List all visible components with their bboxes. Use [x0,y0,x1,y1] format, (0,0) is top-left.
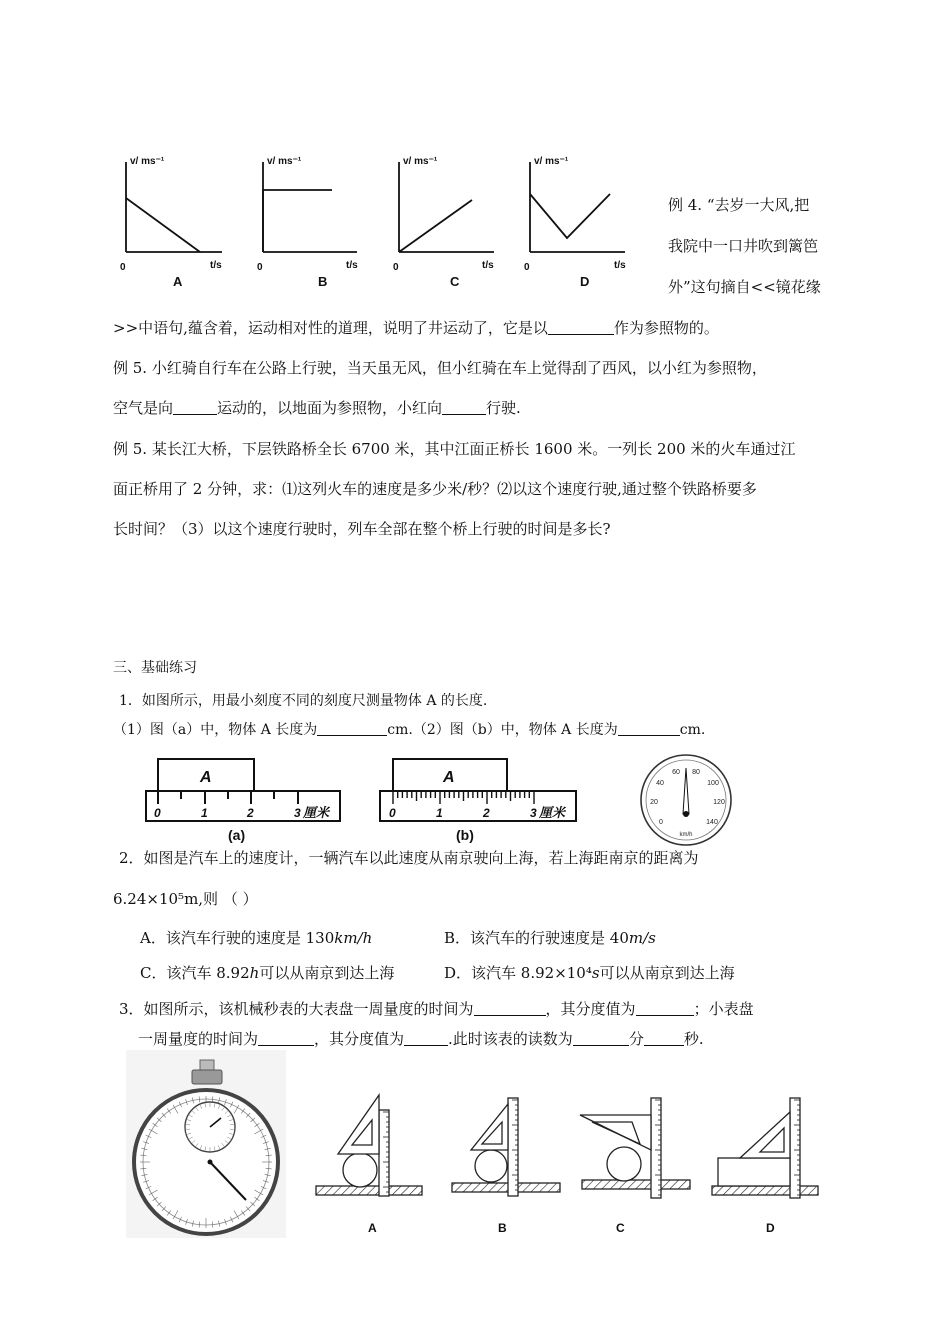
q3-text: ，其分度值为 [545,1000,636,1018]
q1-text: cm. [387,722,413,738]
caption-a: (a) [228,827,246,843]
vt-graphs [110,150,640,300]
q2-option-b [444,927,656,948]
graph-a-line [126,198,200,252]
ex5b-line3: 长时间？（3）以这个速度行驶时，列车全部在整个桥上行驶的时间是多长? [113,520,611,538]
tick-label: 1 [201,806,208,820]
object-label: A [200,769,212,786]
answer-blank [474,1001,546,1016]
ex4-line4 [113,317,719,338]
q3-line1 [119,998,754,1019]
graph-label-c: C [450,274,460,289]
q3-text: 3．如图所示，该机械秒表的大表盘一周量度的时间为 [119,1000,474,1018]
tick-label: 2 [483,806,490,820]
ex5b-line2: 面正桥用了 2 分钟，求：⑴这列火车的速度是多少米/秒？⑵以这个速度行驶,通过整个铁路桥要多 [113,480,757,498]
tick-label: 2 [247,806,254,820]
tick-label: 0 [154,806,161,820]
axis-label-y: v/ ms⁻¹ [403,156,438,167]
answer-blank [636,1001,694,1016]
answer-blank [644,1031,684,1046]
axis-label-y: v/ ms⁻¹ [267,156,302,167]
axis-label-x: t/s [482,260,494,271]
q3-text: ，其分度值为 [314,1030,405,1048]
speed-mark: 20 [650,799,658,806]
speed-mark: 40 [656,780,664,787]
origin-label: 0 [120,262,126,273]
fig-label-a: A [368,1221,377,1235]
axis-label-x: t/s [346,260,358,271]
answer-blank [618,721,680,736]
graph-label-a: A [173,274,183,289]
axis-label-x: t/s [614,260,626,271]
speed-mark: 120 [713,799,725,806]
ex5a-line1: 例 5. 小红骑自行车在公路上行驶，当天虽无风，但小红骑在车上觉得刮了西风，以小红为参照物， [113,359,767,377]
ex4-text: 作为参照物的。 [613,319,719,337]
tick-label: 1 [436,806,443,820]
answer-blank [573,1031,629,1046]
q1-text: cm. [679,722,706,738]
axis-label-y: v/ ms⁻¹ [130,156,165,167]
answer-blank [258,1031,314,1046]
speed-unit: km/h [679,832,693,838]
q3-text: 秒. [683,1030,704,1048]
q1-text: （1）图（a）中，物体 A 长度为 [113,722,318,738]
q3-line2 [138,1028,704,1049]
q1-text: （2）图（b）中，物体 A 长度为 [412,722,618,738]
graph-d-line [530,194,610,238]
option-text: 可以从南京到达上海 [599,964,735,982]
ex5a-text: 空气是向 [113,399,174,417]
q2-option-c [140,962,394,983]
q2-line1: 2．如图是汽车上的速度计，一辆汽车以此速度从南京驶向上海，若上海距南京的距离为 [119,849,699,867]
ruler-figures [140,756,610,846]
q3-text: 分 [628,1030,644,1048]
ex4-line3: 外”这句摘自<<镜花缘 [668,278,821,296]
tick-label: 3 [294,806,301,820]
speed-mark: 80 [692,769,700,776]
axis-label-y: v/ ms⁻¹ [534,156,569,167]
ex4-text: >>中语句,蕴含着，运动相对性的道理，说明了井运动了，它是以 [113,319,548,337]
q3-text: 一周量度的时间为 [138,1030,259,1048]
answer-blank [317,721,387,736]
q3-text: .此时该表的读数为 [448,1030,573,1048]
answer-blank [442,400,486,415]
unit-label: 厘米 [539,805,566,820]
tick-label: 3 [530,806,537,820]
origin-label: 0 [524,262,530,273]
ex4-line1: 例 4. “去岁一大风,把 [668,196,810,214]
tick-label: 0 [389,806,396,820]
speed-mark: 140 [706,819,718,826]
option-unit: h [249,964,260,982]
origin-label: 0 [257,262,263,273]
fig-label-d: D [766,1221,775,1235]
speed-mark: 60 [672,769,680,776]
origin-label: 0 [393,262,399,273]
q2-line2: 6.24×10⁵m,则 （ ） [113,890,258,908]
q3-text: ；小表盘 [693,1000,754,1018]
caption-b: (b) [456,827,474,843]
graph-c-line [399,200,472,252]
graph-b-line [263,190,332,252]
unit-label: 厘米 [303,805,330,820]
speed-mark: 100 [707,780,719,787]
option-text: 可以从南京到达上海 [259,964,395,982]
option-text: A．该汽车行驶的速度是 130 [140,929,335,947]
q2-option-a [140,927,372,948]
section-title: 三、基础练习 [113,660,197,676]
option-text: B．该汽车的行驶速度是 40 [444,929,629,947]
answer-blank [404,1031,448,1046]
q1-line1: 1．如图所示，用最小刻度不同的刻度尺测量物体 A 的长度. [119,693,488,709]
diameter-figures [310,1090,830,1240]
axis-label-x: t/s [210,260,222,271]
q2-option-d [444,962,735,983]
option-unit: m/s [628,929,656,947]
speedometer [624,752,748,848]
graph-label-b: B [318,274,328,289]
option-text: C．该汽车 8.92 [140,964,250,982]
graph-label-d: D [580,274,590,289]
ex5a-line2 [113,397,521,418]
answer-blank [548,320,614,335]
q1-line2 [113,719,705,739]
fig-label-b: B [498,1221,507,1235]
fig-label-c: C [616,1221,625,1235]
ex5a-text: 运动的，以地面为参照物，小红向 [217,399,443,417]
ex4-line2: 我院中一口井吹到篱笆 [668,237,819,255]
answer-blank [173,400,217,415]
option-text: D．该汽车 8.92×10⁴ [444,964,592,982]
speed-mark: 0 [659,819,663,826]
ex5a-text: 行驶. [486,399,521,417]
stopwatch [126,1050,286,1238]
option-unit: s [591,964,600,982]
option-unit: km/h [334,929,373,947]
object-label: A [443,769,455,786]
ex5b-line1: 例 5. 某长江大桥，下层铁路桥全长 6700 米，其中江面正桥长 1600 米。一列长 200 米的火车通过江 [113,440,796,458]
